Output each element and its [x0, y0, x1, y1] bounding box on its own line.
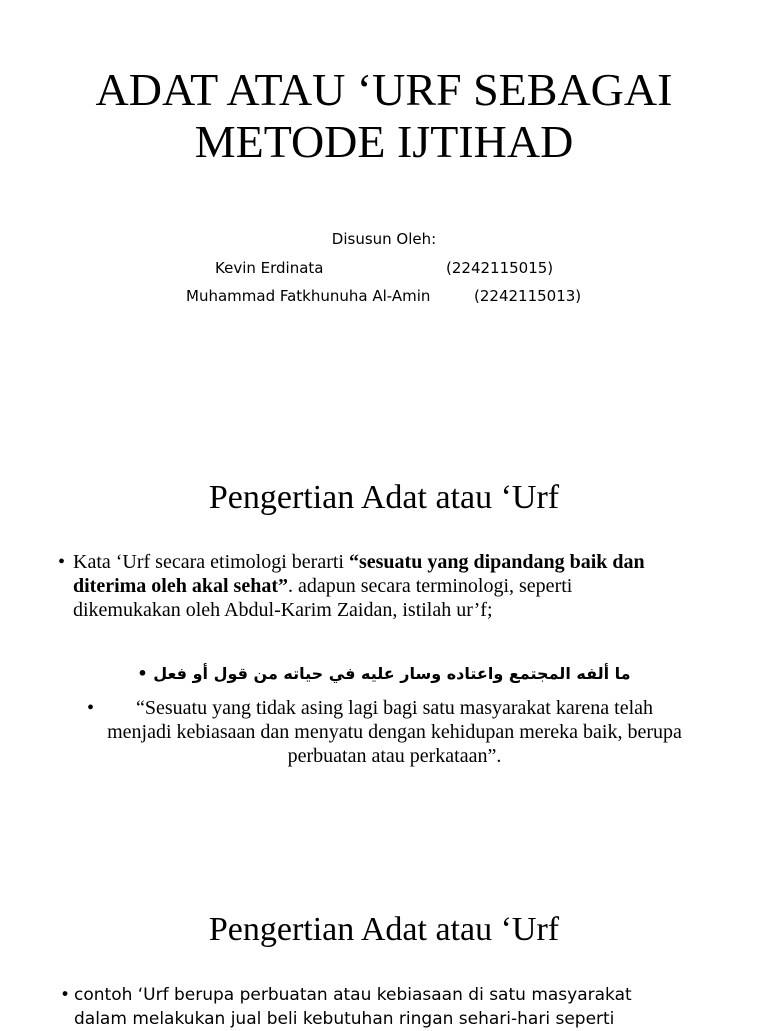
prepared-by-label: Disusun Oleh:: [331, 230, 437, 248]
bullet-item: [58, 550, 683, 622]
title-slide: [0, 0, 768, 340]
author-name: Kevin Erdinata: [215, 259, 324, 277]
bullet-icon: •: [87, 697, 95, 719]
bullet-text: “Sesuatu yang tidak asing lagi bagi satu masyarakat karena telah menjadi kebiasaan dan menyatu dengan kehidupan mereka baik, berupa perbuatan atau perkataan”.: [107, 697, 682, 767]
bullet-text: contoh ‘Urf berupa perbuatan atau kebiasaan di satu masyarakat dalam melakukan jual beli kebutuhan ringan sehari-hari seperti: [74, 985, 632, 1029]
author-id: (2242115015): [446, 259, 554, 277]
presentation-title: ADAT ATAU ‘URF SEBAGAI METODE IJTIHAD: [95, 64, 673, 167]
definition-slide: [0, 880, 768, 1029]
bullet-text: . adapun secara terminologi, seperti dikemukakan oleh Abdul-Karim Zaidan, istilah ur’f;: [73, 575, 573, 621]
author-name: Muhammad Fatkhunuha Al-Amin: [186, 287, 431, 305]
arabic-quote: ما ألفه المجتمع واعتاده وسار عليه في حياته من قول أو فعل •: [137, 664, 631, 683]
bullet-icon: •: [60, 985, 71, 1005]
slide-title: Pengertian Adat atau ‘Urf: [208, 911, 560, 948]
definition-slide: [0, 440, 768, 840]
author-id: (2242115013): [474, 287, 582, 305]
bullet-item: [87, 696, 687, 768]
bullet-emphasis: “sesuatu yang dipandang baik dan diterima oleh akal sehat”: [73, 551, 645, 597]
bullet-icon: •: [58, 551, 66, 573]
bullet-text: Kata ‘Urf secara etimologi berarti: [73, 551, 349, 573]
slide-title: Pengertian Adat atau ‘Urf: [208, 479, 560, 516]
